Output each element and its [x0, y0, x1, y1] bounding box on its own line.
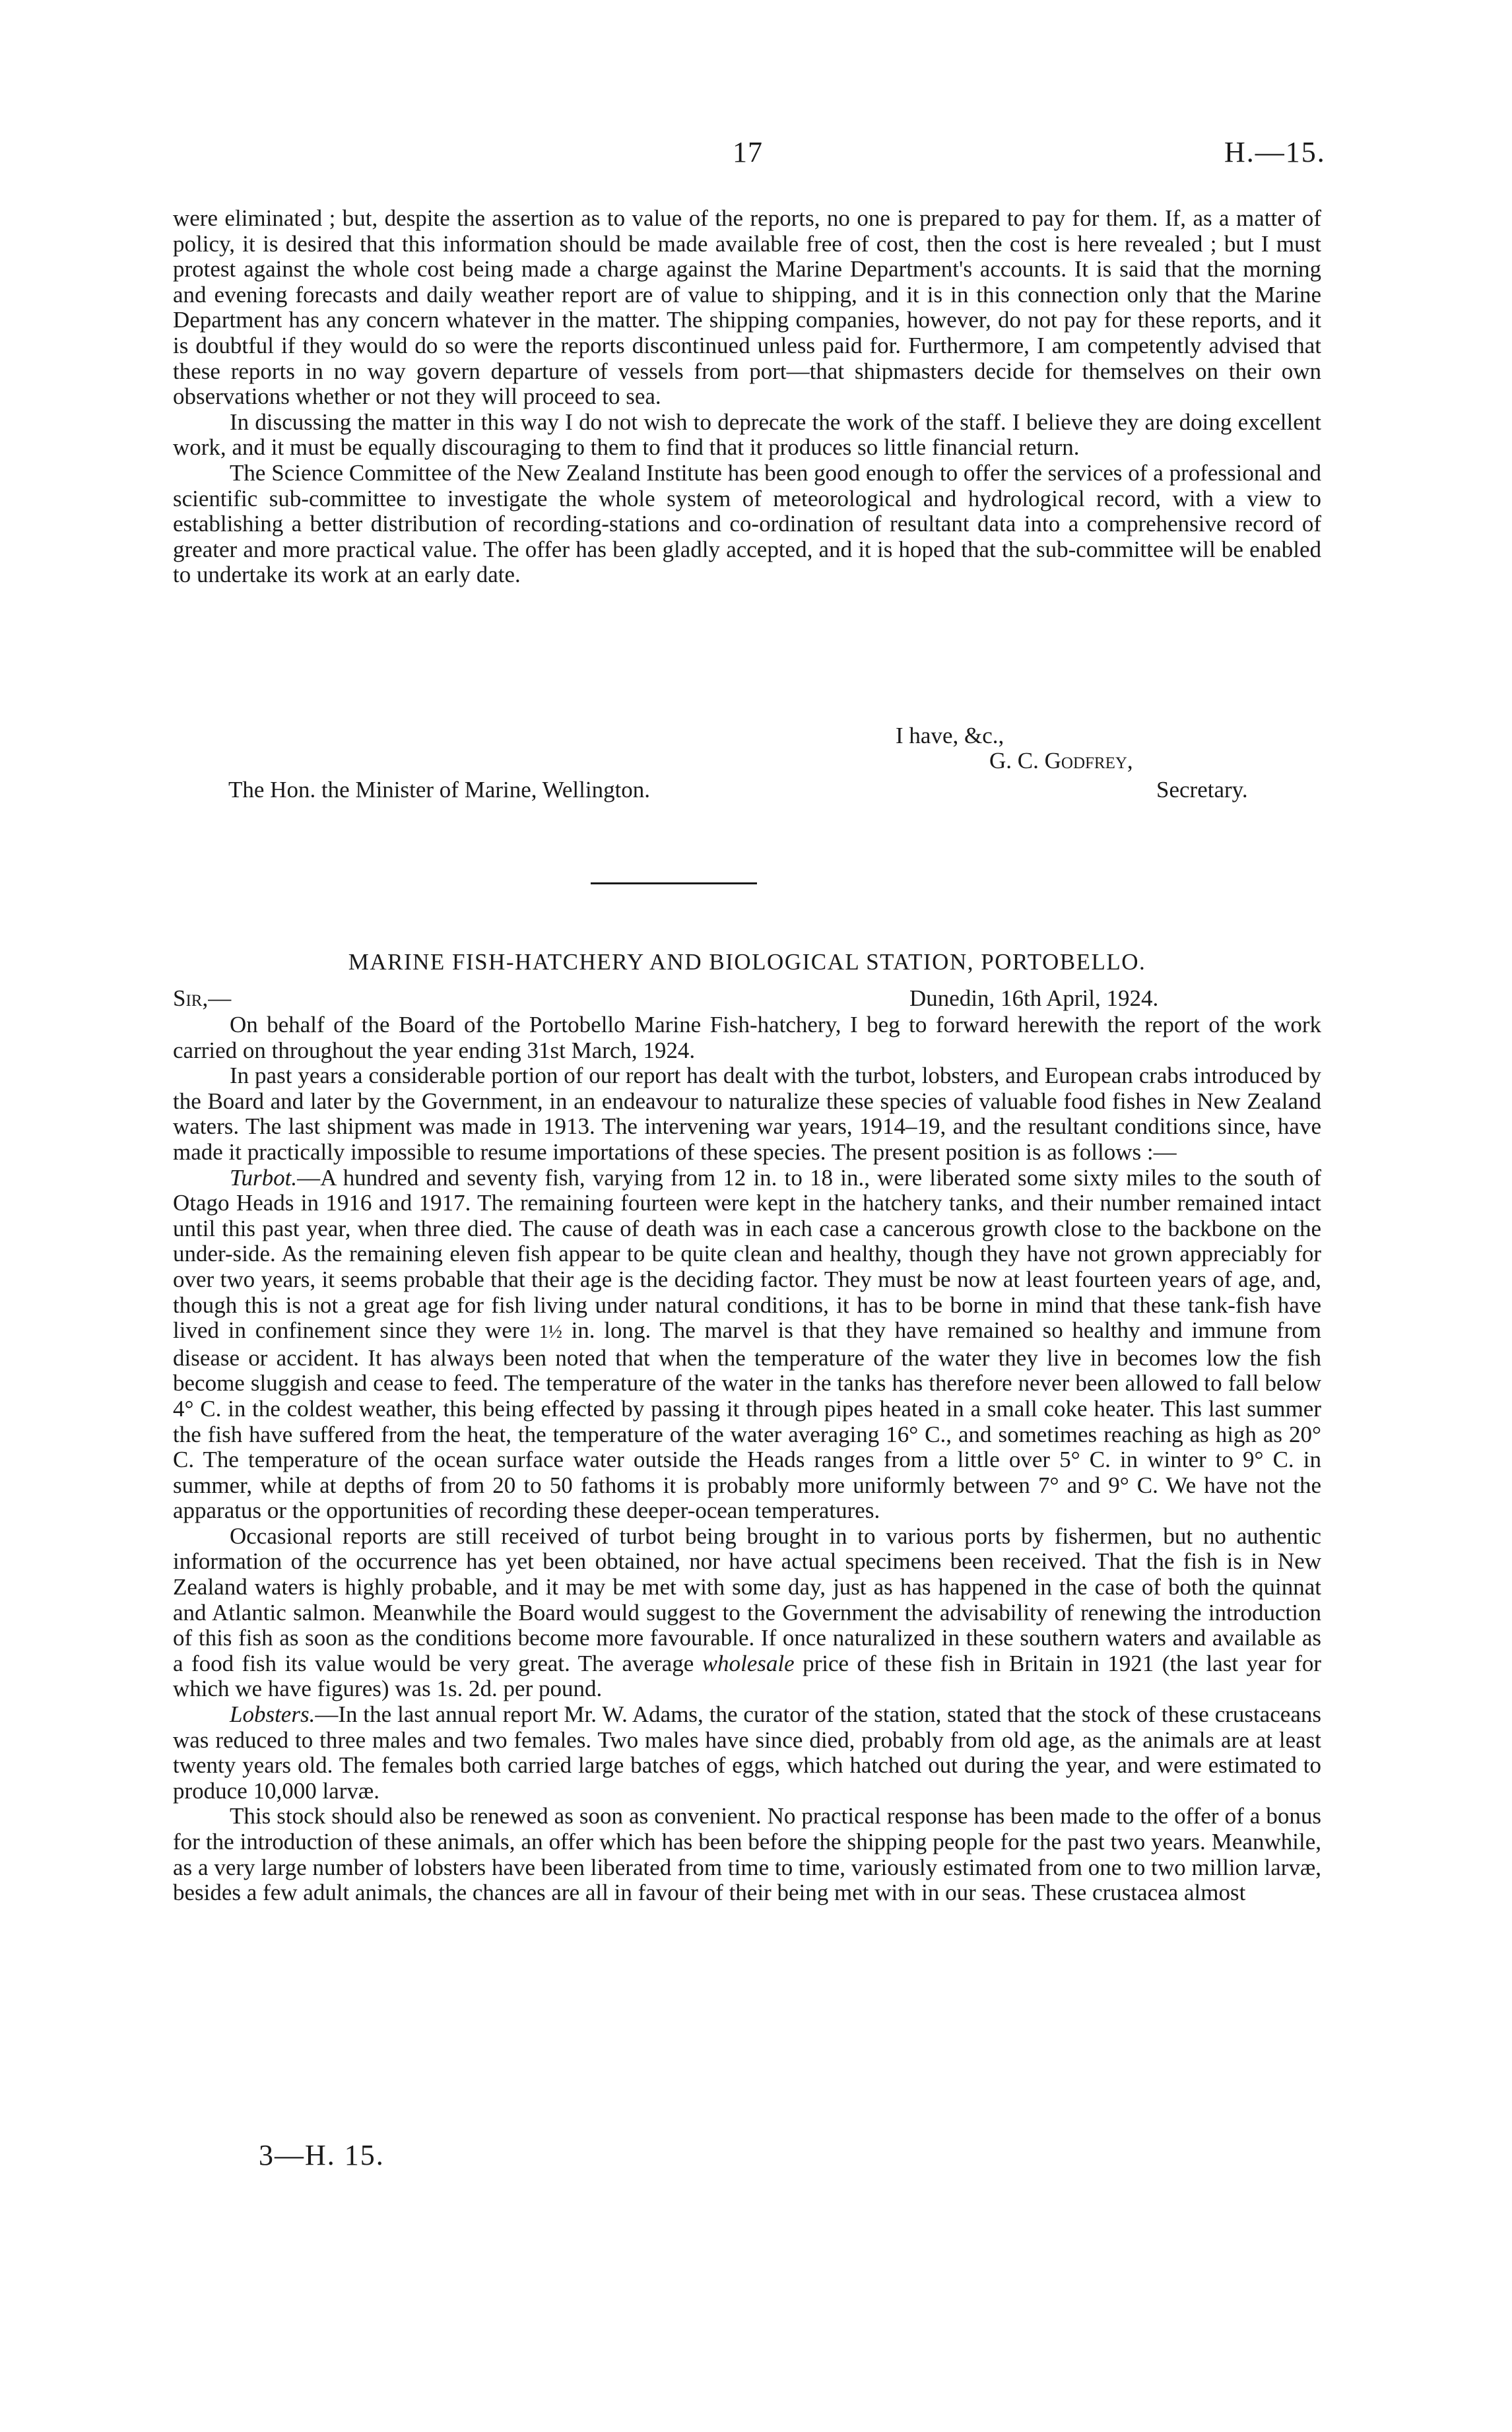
signatory-title: Secretary.: [1156, 777, 1248, 803]
section-divider: [591, 882, 757, 884]
letter-addressee: The Hon. the Minister of Marine, Wellington.: [228, 777, 651, 803]
letter-closing: I have, &c.,: [896, 723, 1004, 748]
lobsters-heading: Lobsters.: [230, 1701, 315, 1728]
letter-signature: G. C. Godfrey,: [989, 748, 1133, 773]
turbot-paragraph: [173, 1166, 1321, 1524]
stock-paragraph: This stock should also be renewed as soon as convenient. No practical response has been made to the offer of a bonus for the introduction of these animals, an offer which has been before the shipping people for the past two years. Meanwhile, as a very large number of lobsters have been liberated from time to time, variously estimated from one to two million larvæ, besides a few adult animals, the chances are all in favour of their being met with in our seas. These crustacea almost: [173, 1803, 1321, 1906]
report-body: [173, 1012, 1321, 1906]
salutation: Sir,—: [173, 985, 232, 1011]
letter-paragraph: were eliminated ; but, despite the assertion as to value of the reports, no one is prepared to pay for them. If, as a matter of policy, it is desired that this information should be made available free of cost, then the cost is here revealed ; but I must protest against the whole cost being made a charge against the Marine Department's accounts. It is said that the morning and evening forecasts and daily weather report are of value to shipping, and it is in this connection only that the Marine Department has any concern whatever in the matter. The shipping companies, however, do not pay for these reports, and it is doubtful if they would do so were the reports discontinued unless paid for. Furthermore, I am competently advised that these reports in no way govern departure of vessels from port—that shipmasters decide for themselves on their own observations whether or not they will proceed to sea.: [173, 205, 1321, 410]
page-number: 17: [733, 136, 763, 168]
report-paragraph: In past years a considerable portion of our report has dealt with the turbot, lobsters, and European crabs introduced by the Board and later by the Government, in an endeavour to naturalize these species of valuable food fishes in New Zealand waters. The last shipment was made in 1913. The intervening war years, 1914–19, and the resultant conditions since, have made it practically impossible to resume importations of these species. The present position is as follows :—: [173, 1063, 1321, 1165]
occasional-text: Occasional reports are still received of turbot being brought in to various ports by fishermen, but no authentic information of the occurrence has yet been obtained, nor have actual specimens been received. That the fish is in New Zealand waters is highly probable, and it may be met with some day, just as has happened in the case of both the quinnat and Atlantic salmon. Meanwhile the Board would suggest to the Government the advisability of renewing the introduction of this fish as soon as the conditions become more favourable. If once naturalized in these southern waters and available as a food fish its value would be very great. The average: [173, 1523, 1321, 1676]
turbot-text: —A hundred and seventy fish, varying from 12 in. to 18 in., were liberated some sixty miles to the south of Otago Heads in 1916 and 1917. The remaining fourteen were kept in the hatchery tanks, and their number remained intact until this past year, when three died. The cause of death was in each case a cancerous growth close to the backbone on the under-side. As the remaining eleven fish appear to be quite clean and healthy, though they have not grown appreciably for over two years, it seems probable that their age is the deciding factor. They must be now at least fourteen years of age, and, though this is not a great age for fish living under natural conditions, it has to be borne in mind that these tank-fish have lived in confinement since they were: [173, 1164, 1321, 1344]
document-code: H.—15.: [1224, 136, 1326, 168]
turbot-text-continued: in. long. The marvel is that they have remained so healthy and immune from disease or accident. It has always been noted that when the temperature of the water they live in becomes low the fish become sluggish and cease to feed. The temperature of the water in the tanks has therefore never been allowed to fall below 4° C. in the coldest weather, this being effected by passing it through pipes heated in a small coke heater. This last summer the fish have suffered from the heat, the temperature of the water averaging 16° C., and sometimes reaching as high as 20° C. The temperature of the ocean surface water outside the Heads ranges from a little over 5° C. in winter to 9° C. in summer, while at depths of from 20 to 50 fathoms it is probably more uniformly between 7° and 9° C. We have not the apparatus or the opportunities of recording these deeper-ocean temperatures.: [173, 1317, 1321, 1524]
turbot-fraction: 1½: [539, 1322, 562, 1343]
wholesale-emphasis: wholesale: [702, 1650, 795, 1676]
letter-paragraph: The Science Committee of the New Zealand Institute has been good enough to offer the services of a professional and scientific sub-committee to investigate the whole system of meteorological and hydrological record, with a view to establishing a better distribution of recording-stations and co-ordination of resultant data into a comprehensive record of greater and more practical value. The offer has been gladly accepted, and it is hoped that the sub-committee will be enabled to undertake its work at an early date.: [173, 459, 1321, 588]
lobsters-text: —In the last annual report Mr. W. Adams, the curator of the station, stated that the stock of these crustaceans was reduced to three males and two females. Two males have since died, probably from old age, as the animals are at least twenty years old. The females both carried large batches of eggs, which hatched out during the year, and were estimated to produce 10,000 larvæ.: [173, 1701, 1321, 1804]
letter-paragraph: In discussing the matter in this way I do not wish to deprecate the work of the staff. I believe they are doing excellent work, and it must be equally discouraging to them to find that it produces so little financial return.: [173, 409, 1321, 461]
report-paragraph: On behalf of the Board of the Portobello Marine Fish-hatchery, I beg to forward herewith the report of the work carried on throughout the year ending 31st March, 1924.: [173, 1012, 1321, 1063]
occasional-text-continued: price of these fish in Britain in 1921 (the last year for which we have figures) was 1s. 2d. per pound.: [173, 1650, 1321, 1702]
lobsters-paragraph: [173, 1702, 1321, 1804]
occasional-reports-paragraph: [173, 1524, 1321, 1702]
dateline: Dunedin, 16th April, 1924.: [909, 985, 1159, 1011]
turbot-heading: Turbot.: [230, 1164, 298, 1191]
section-title: MARINE FISH-HATCHERY AND BIOLOGICAL STATION, PORTOBELLO.: [348, 949, 1146, 975]
letter-body: [173, 206, 1321, 588]
printer-signature-mark: 3—H. 15.: [259, 2139, 385, 2171]
